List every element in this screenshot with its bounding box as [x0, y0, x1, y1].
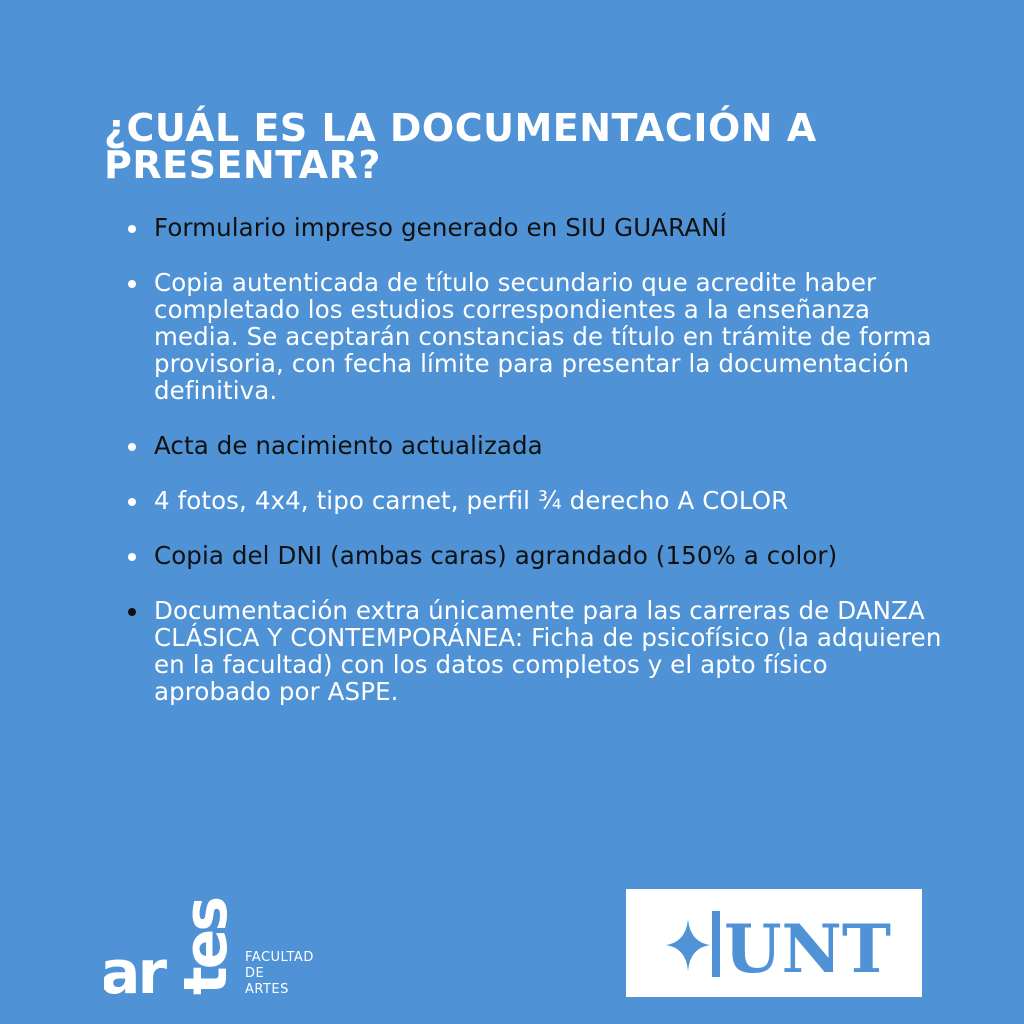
list-item-text: 4 fotos, 4x4, tipo carnet, perfil ¾ derecho A COLOR — [154, 486, 789, 515]
bullet-icon — [128, 498, 136, 506]
list-item — [128, 542, 948, 569]
bullet-icon — [128, 280, 136, 288]
unt-logo-mark — [626, 889, 922, 997]
list-item-text: Copia del DNI (ambas caras) agrandado (150% a color) — [154, 541, 838, 570]
artes-caption — [245, 950, 314, 998]
bullet-icon — [128, 553, 136, 561]
list-item-text: Acta de nacimiento actualizada — [154, 431, 543, 460]
bullet-icon — [128, 608, 136, 616]
list-item — [128, 214, 948, 241]
artes-caption-line: FACULTAD — [245, 950, 314, 965]
list-item-text: Formulario impreso generado en SIU GUARANÍ — [154, 213, 727, 242]
page-title: ¿CUÁL ES LA DOCUMENTACIÓN A PRESENTAR? — [104, 106, 817, 187]
bullet-icon — [128, 443, 136, 451]
list-item-text: Copia autenticada de título secundario que acredite haber completado los estudios correspondientes a la enseñanza media. Se aceptarán constancias de título en trámite de forma provisoria, con fecha límite para presentar la documentación definitiva. — [154, 268, 932, 405]
bullet-icon — [128, 225, 136, 233]
artes-logo — [104, 885, 234, 995]
artes-caption-line: DE — [245, 966, 265, 981]
star-icon — [666, 919, 710, 971]
list-item-text: Documentación extra únicamente para las carreras de DANZA CLÁSICA Y CONTEMPORÁNEA: Ficha de psicofísico (la adquieren en la facultad) con los datos completos y el apto físico aprobado por ASPE. — [154, 596, 942, 706]
svg-text:tes: tes — [171, 898, 234, 995]
unt-wordmark: UNT — [724, 910, 891, 988]
list-item — [128, 432, 948, 459]
list-item — [128, 597, 948, 705]
list-item — [128, 269, 948, 404]
unt-logo — [626, 889, 922, 997]
requirements-list — [128, 214, 948, 733]
svg-text:ar: ar — [104, 938, 165, 995]
bar-icon — [712, 911, 720, 977]
list-item — [128, 487, 948, 514]
artes-caption-line: ARTES — [245, 982, 289, 997]
artes-logo-mark — [104, 885, 234, 995]
